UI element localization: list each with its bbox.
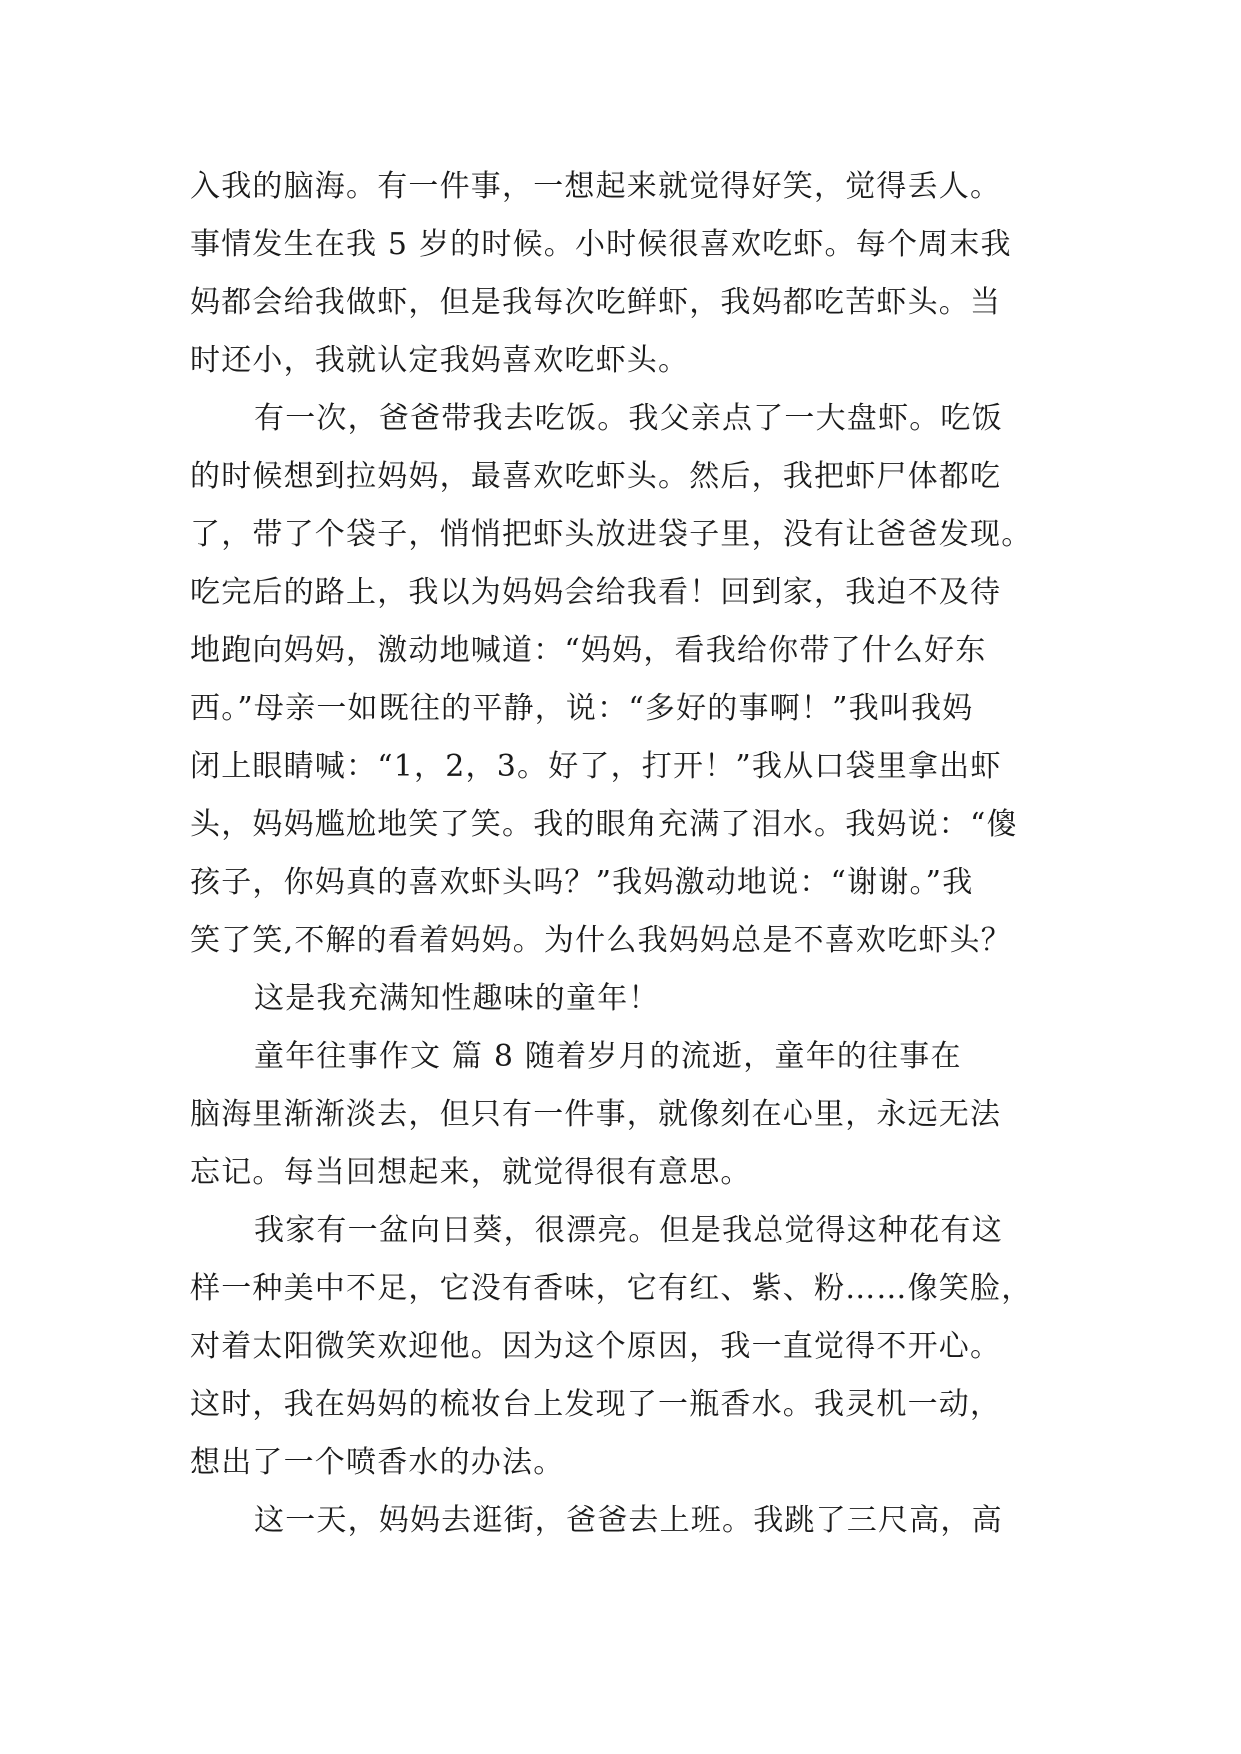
text-line: 对着太阳微笑欢迎他。因为这个原因，我一直觉得不开心。 (190, 1329, 1002, 1364)
text-line: 闭上眼睛喊：“1，2，3。好了，打开！”我从口袋里拿出虾 (190, 749, 1002, 784)
text-line: 这是我充满知性趣味的童年！ (254, 981, 660, 1016)
text-line: 事情发生在我 5 岁的时候。小时候很喜欢吃虾。每个周末我 (190, 227, 1012, 262)
text-line: 样一种美中不足，它没有香味，它有红、紫、粉……像笑脸， (190, 1271, 1033, 1306)
text-line: 脑海里渐渐淡去，但只有一件事，就像刻在心里，永远无法 (190, 1097, 1002, 1132)
text-line: 笑了笑,不解的看着妈妈。为什么我妈妈总是不喜欢吃虾头？ (190, 923, 1012, 958)
text-line: 我家有一盆向日葵，很漂亮。但是我总觉得这种花有这 (254, 1213, 1003, 1248)
text-line: 的时候想到拉妈妈，最喜欢吃虾头。然后，我把虾尸体都吃 (190, 459, 1002, 494)
text-line: 西。”母亲一如既往的平静，说：“多好的事啊！”我叫我妈 (190, 691, 974, 726)
text-line: 妈都会给我做虾，但是我每次吃鲜虾，我妈都吃苦虾头。当 (190, 285, 1002, 320)
text-line: 时还小，我就认定我妈喜欢吃虾头。 (190, 343, 690, 378)
text-line: 这时，我在妈妈的梳妆台上发现了一瓶香水。我灵机一动， (190, 1387, 1002, 1422)
text-line: 有一次，爸爸带我去吃饭。我父亲点了一大盘虾。吃饭 (254, 401, 1003, 436)
body-text (190, 158, 1060, 1550)
text-line: 头，妈妈尴尬地笑了笑。我的眼角充满了泪水。我妈说：“傻 (190, 807, 1018, 842)
text-line: 吃完后的路上，我以为妈妈会给我看！回到家，我迫不及待 (190, 575, 1002, 610)
text-line: 了，带了个袋子，悄悄把虾头放进袋子里，没有让爸爸发现。 (190, 517, 1033, 552)
text-line: 想出了一个喷香水的办法。 (190, 1445, 565, 1480)
text-line: 忘记。每当回想起来，就觉得很有意思。 (190, 1155, 752, 1190)
text-line: 孩子，你妈真的喜欢虾头吗？”我妈激动地说：“谢谢。”我 (190, 865, 974, 900)
text-line: 这一天，妈妈去逛街，爸爸去上班。我跳了三尺高，高 (254, 1503, 1003, 1538)
text-line: 地跑向妈妈，激动地喊道：“妈妈，看我给你带了什么好东 (190, 633, 987, 668)
text-line: 童年往事作文 篇 8 随着岁月的流逝，童年的往事在 (254, 1039, 962, 1074)
text-line: 入我的脑海。有一件事，一想起来就觉得好笑，觉得丢人。 (190, 169, 1002, 204)
